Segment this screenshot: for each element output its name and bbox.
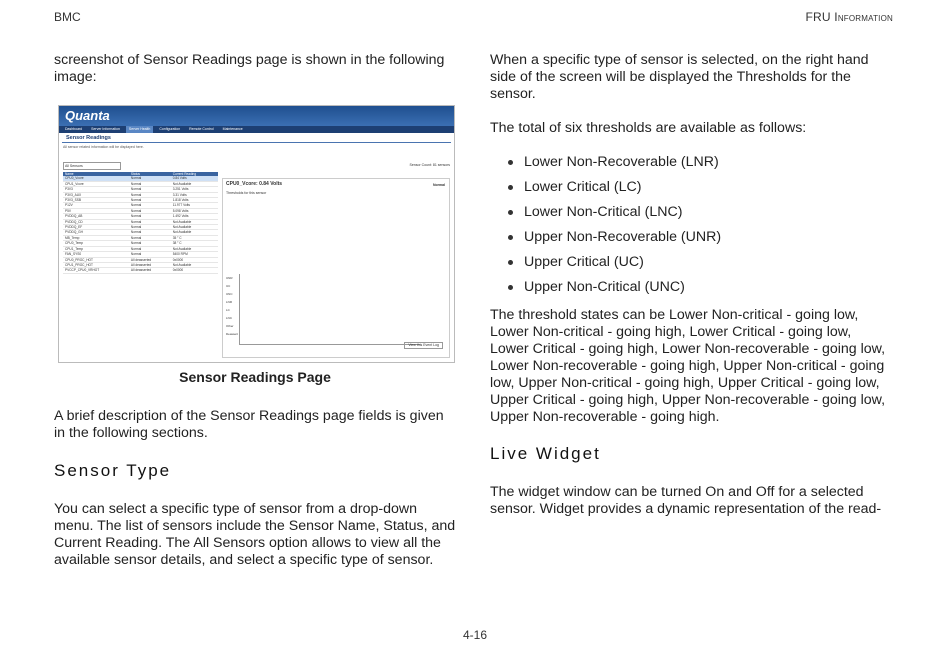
column-header: Name [63,172,129,176]
table-cell: CPU0_Vcore [63,176,129,181]
table-cell: Normal [129,214,171,219]
nav-item: Server Health [126,126,153,133]
table-cell: PVDDQ_EF [63,225,129,230]
right-column [490,52,892,518]
table-cell: P3V3_SSB [63,198,129,203]
nav-item: Server Information [91,127,120,131]
chart-axis-label: LNC [226,316,233,320]
threshold-states-paragraph: The threshold states can be Lower Non-critical - going low, Lower Non-critical - going high, Lower Critical - going low, Lower Critical - going high, Lower Non-recoverable - going low, Lower Non-recoverable - going high, Upper Non-critical - going low, Upper Non-critical - going high, Upper Critical - going low, Upper Critical - going high, Upper Non-recoverable - going low, Upper Non-recoverable - going high. [490,307,886,425]
table-cell: 1.818 Volts [171,198,218,203]
chart-axis-label: Deassert [226,332,239,336]
chart-axis-label: Other [226,324,234,328]
nav-item: Remote Control [189,127,214,131]
view-event-log-button: View this Event Log [404,342,443,349]
threshold-item: Lower Non-Critical (LNC) [508,204,892,221]
sensor-count: Sensor Count: 81 sensors [409,163,450,167]
screenshot-nav [59,126,454,133]
threshold-list [490,154,892,296]
table-cell: Normal [129,203,171,208]
table-cell: Normal [129,176,171,181]
thresholds-label: Thresholds for this sensor [226,191,267,195]
table-cell: FAN_SYS0 [63,252,129,257]
table-cell: Not Available [171,230,218,235]
table-cell: Normal [129,181,171,186]
chart-axis-label: LNR [226,300,233,304]
description-paragraph: A brief description of the Sensor Readings page fields is given in the following sections. [54,408,444,441]
table-cell: All deasserted [129,257,171,262]
threshold-item: Lower Non-Recoverable (LNR) [508,154,892,171]
table-cell: Normal [129,246,171,251]
table-cell: Not Available [171,181,218,186]
threshold-panel [222,178,450,358]
table-cell: Normal [129,219,171,224]
heading-live-widget: Live Widget [490,444,601,463]
live-widget-paragraph: The widget window can be turned On and Off for a selected sensor. Widget provides a dynamic representation of the read- [490,484,882,517]
threshold-item: Upper Non-Recoverable (UNR) [508,229,892,246]
running-header-left: BMC [54,10,81,24]
table-cell: Normal [129,198,171,203]
table-cell: 35 ° C [171,235,218,240]
threshold-item: Upper Non-Critical (UNC) [508,279,892,296]
quanta-logo: Quanta [65,108,110,123]
sensor-readings-screenshot [58,105,455,363]
threshold-item: Lower Critical (LC) [508,179,892,196]
table-cell: 5.098 Volts [171,208,218,213]
table-cell: 0x0000 [171,257,218,262]
table-cell: Not Available [171,262,218,267]
thresholds-intro: The total of six thresholds are available as follows: [490,120,807,136]
table-cell: All deasserted [129,268,171,273]
table-cell: CPU1_Vcore [63,181,129,186]
screenshot-description: All sensor related information will be displayed here. [63,145,144,149]
table-cell: P3V3_AUX [63,192,129,197]
chart-axis-label: UNC [226,292,233,296]
table-cell: Normal [129,192,171,197]
nav-item: Maintenance [222,127,243,131]
nav-item: Configuration [159,127,181,131]
sensor-table [63,172,218,274]
table-cell: PVCCP_CPU0_VRHOT [63,268,129,273]
nav-item: Dashboard [65,127,83,131]
table-cell: Normal [129,187,171,192]
table-cell: Normal [129,235,171,240]
table-cell: 3.251 Volts [171,187,218,192]
table-cell: PVDDQ_CD [63,219,129,224]
column-header: Status [129,172,171,176]
intro-paragraph: screenshot of Sensor Readings page is shown in the following image: [54,52,445,85]
table-cell: 1.492 Volts [171,214,218,219]
table-cell: Normal [129,225,171,230]
sensor-type-paragraph: You can select a specific type of sensor from a drop-down menu. The list of sensors include the Sensor Name, Status, and Current Reading. The All Sensors option allows to view all the available sensor details, and select a specific type of sensor. [54,501,456,568]
figure-caption: Sensor Readings Page [179,369,331,385]
panel-title: CPU0_Vcore: 0.84 Volts [226,181,283,187]
table-cell: P12V [63,203,129,208]
table-cell: 38 ° C [171,241,218,246]
table-cell: Not Available [171,246,218,251]
chart-axis-label: UNR [226,276,233,280]
chart-axis-label: UC [226,284,231,288]
table-cell: 0.84 Volts [171,176,218,181]
table-cell: 0x0000 [171,268,218,273]
page-number: 4-16 [462,628,488,642]
selected-sensor-paragraph: When a specific type of sensor is selected, on the right hand side of the screen will be displayed the Thresholds for the sensor. [490,52,869,102]
table-cell: CPU0_Temp [63,241,129,246]
table-cell: CPU0_PROC_HOT [63,257,129,262]
screenshot-banner [59,106,454,126]
event-chart [226,274,420,345]
heading-sensor-type: Sensor Type [54,461,172,480]
table-cell: 3.31 Volts [171,192,218,197]
table-cell: 11.977 Volts [171,203,218,208]
table-cell: Normal [129,252,171,257]
table-cell: PVDDQ_GH [63,230,129,235]
threshold-item: Upper Critical (UC) [508,254,892,271]
left-column [54,52,456,569]
table-cell: CPU1_PROC_HOT [63,262,129,267]
table-cell: PVDDQ_AB [63,214,129,219]
table-cell: CPU1_Temp [63,246,129,251]
table-cell: Normal [129,241,171,246]
table-cell: All deasserted [129,262,171,267]
table-cell: Not Available [171,225,218,230]
table-cell: P5V [63,208,129,213]
table-cell: MB_Temp [63,235,129,240]
table-row [63,268,218,273]
table-cell: Normal [129,230,171,235]
screenshot-page-title: Sensor Readings [62,133,451,143]
panel-status: Normal [432,183,445,187]
sensor-type-select: All Sensors [63,162,121,170]
column-header: Current Reading [171,172,218,176]
table-cell: Normal [129,208,171,213]
table-cell: 5400 RPM [171,252,218,257]
table-cell: Not Available [171,219,218,224]
table-cell: P3V3 [63,187,129,192]
running-header-right: FRU Information [805,10,893,24]
chart-axis-label: LC [226,308,230,312]
